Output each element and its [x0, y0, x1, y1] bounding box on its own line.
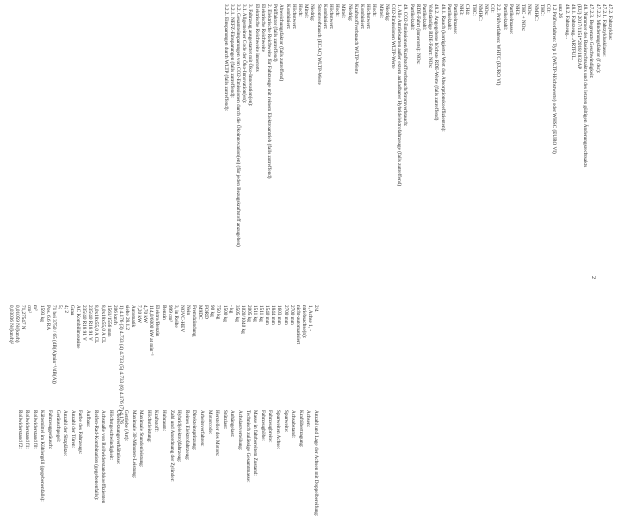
- value-line: 750 kg: [215, 305, 222, 320]
- document-line: 47.2.2. Minderungsfaktor (f dsc):: [594, 4, 601, 74]
- document-line: Kombiniert:: [321, 4, 328, 30]
- value-line: Grau: [69, 305, 75, 316]
- label-line: Achsabstand:: [290, 410, 297, 438]
- value-line: 235/40 R18 91 V: [87, 305, 94, 341]
- value-line: 206 km/h: [111, 305, 118, 325]
- label-line: Kraftstoff:: [153, 410, 160, 432]
- document-line: NMHC:: [532, 4, 539, 22]
- document-line: Mittel:: [377, 4, 384, 19]
- document-line: 47.2.1. Fahrzyklusklasse:: [600, 4, 607, 57]
- label-line: Kältemittel im Kühlergrill (gegebenenfalls):: [39, 410, 46, 502]
- label-line: Spurweiten Achse:: [275, 410, 281, 450]
- document-line: THC:: [538, 4, 545, 16]
- document-line: NOx:: [483, 4, 489, 16]
- value-line: 1561/1556 mm: [105, 305, 112, 337]
- label-line: Stützlast:: [221, 410, 228, 430]
- document-line: 3.2.1. NEFZ-Einsparungen (falls zutreffend):: [228, 4, 235, 98]
- value-line: 71,27547 N: [20, 305, 27, 330]
- value-line: 1540 mm: [264, 305, 271, 325]
- label-line: Maximale Stundenleistung:: [138, 410, 145, 468]
- label-line: Anzahl und Lage der Achsen mit Doppelbereifung:: [313, 410, 319, 516]
- value-line: 1511 kg: [258, 305, 265, 322]
- document-line: Kombiniert:: [284, 4, 291, 30]
- label-line: Rollwiderstand f1:: [24, 410, 31, 449]
- label-line: Reifen-Rad-Kombination (gegebenenfalls):: [92, 410, 99, 501]
- value-line: 1603 mm: [276, 305, 283, 325]
- value-line: Pos. 6.6 RA: [44, 305, 51, 331]
- document-line: Partikelzahl:: [421, 4, 427, 31]
- value-line: 0,01059 N/(km/h): [14, 305, 21, 343]
- document-line: NOx:: [526, 4, 533, 16]
- document-line: NH3:: [514, 4, 520, 16]
- value-line: 0,03036 N/(km/h)²: [8, 305, 14, 345]
- document-line: NH3:: [458, 4, 465, 16]
- document-line: Prüffaktor (falls zutreffend): [272, 4, 279, 62]
- value-line: M9DC: [197, 305, 204, 320]
- document-line: 2. Elektrische Reichweite für Fahrzeuge mit reinem Elektroantrieb (falls zutreffend): [266, 4, 272, 179]
- page-number: 2: [590, 276, 596, 279]
- document-line: unz 26: [557, 4, 564, 18]
- label-line: Fahrzeuggeräusch:: [47, 410, 53, 450]
- document-line: 48.1. Fahrzeug...ARTFUL.: [569, 4, 576, 61]
- label-line: Motorcode:: [206, 410, 213, 435]
- label-line: Arbeitsverfahren:: [199, 410, 205, 447]
- value-line: 2/4: [313, 305, 319, 312]
- label-line: Rollwiderstand f2:: [16, 410, 23, 449]
- document-line: 48.2. Fahrzeug...: [563, 4, 570, 39]
- value-line: Elektro/Benzin: [154, 305, 161, 337]
- label-line: Farbe des Fahrzeugs:: [77, 410, 84, 455]
- label-line: Hybrid(elektro)fahrzeug:: [176, 410, 183, 463]
- value-line: 2700 mm: [282, 305, 289, 325]
- value-line: 114,0/6000 kW at min⁻¹: [148, 305, 155, 356]
- label-line: Achslastverteilung:: [237, 410, 243, 451]
- label-line: Getriebe (Art):: [123, 410, 129, 441]
- label-line: Masse in fahrbereitem Zustand:: [252, 410, 259, 476]
- document-line: (EU) 2017/1151*2018/1832AP: [576, 4, 582, 70]
- document-line: Niedrig:: [383, 4, 390, 22]
- label-line: Hersteller des Motors:: [214, 410, 221, 457]
- value-line: 235/40 R18 91 V: [81, 305, 88, 341]
- document-line: Kraftstoffverbrauch WLTP-Werte: [352, 4, 359, 74]
- document-line: 3. Fahrzeug ausgestattet mit Öko-Innovation(en):: [247, 4, 254, 107]
- value-line: 7,20 kW: [136, 305, 143, 323]
- value-line: 8,0x18x55,0 A CL: [93, 305, 100, 344]
- document-line: Niedrig:: [309, 4, 316, 22]
- value-line: 71 bei 3750 / 65 (dB(A)min⁻¹/dB(A)): [50, 305, 57, 384]
- document-line: Hoch:: [297, 4, 303, 17]
- document-line: Partikelzahl:: [408, 4, 415, 31]
- label-line: Rollwiderstand f0:: [31, 410, 38, 449]
- label-line: Kraftübertragung:: [297, 410, 304, 448]
- label-line: Höchstgeschwindigkeit:: [107, 410, 114, 461]
- value-line: Nein: [184, 305, 191, 316]
- document-line: Abweichungsfaktor (falls zutreffend): [278, 4, 285, 82]
- label-line: Spurweite:: [282, 410, 289, 433]
- document-line: 1. Alle Antriebsarten außer extern aufladbarer Hybridelektrofahrzeuge (falls zutreffend): [396, 4, 403, 187]
- value-line: 1, Achse 1, -: [306, 305, 313, 332]
- label-line: Achsen:: [305, 410, 312, 427]
- document-line: 47.2.3. Begrenzte Geschwindigkeit:: [588, 4, 595, 79]
- value-line: 1500 kg: [221, 305, 228, 322]
- document-line: Elektrische Reichweite innerorts: [253, 4, 260, 72]
- document-line: 1.2 Prüfverfahren: Typ 1 (WLTP-Höchstwerte) oder WHSC (EURO VI): [551, 4, 558, 154]
- document-line: Mittel:: [303, 4, 310, 19]
- label-line: Maximale 30-Minuten-Leistung:: [130, 410, 137, 479]
- document-line: Vollständige RDE-Fahrt: NOx:: [427, 4, 434, 69]
- value-line: m³: [32, 305, 39, 311]
- document-line: 3.2. Gesamteinsparungen von CO2-Emissionen durch die Ökoinnovation(en) (für jeden Bezugskraftstoff anzugeben): [235, 4, 241, 247]
- label-line: Direkteinspritzung:: [191, 410, 198, 451]
- label-line: Reines Elektrofahrzeug:: [183, 410, 190, 461]
- document-line: RDE-Fahrt (innerorts): NOx:: [414, 4, 421, 65]
- document-line: CO2-Emissionen WLTP-Werte: [390, 4, 396, 69]
- value-line: 999 cm³: [166, 305, 173, 322]
- document-line: Partikelzahl:: [501, 4, 508, 31]
- document-line: 49. CO2-Emissionen/Kraftstoffverbrauch/Stromverbrauch:: [402, 4, 409, 127]
- value-line: 1593 kg: [38, 305, 45, 322]
- document-line: Partikelzahl:: [445, 4, 452, 31]
- value-line: 1) 4.176 (3) 4.733 (4) 4.733 (5) 4.733 (6) 4.176 (7) 4.176: [117, 305, 124, 424]
- value-line: 90 kg: [209, 305, 216, 317]
- document-line: Partikelmasse:: [452, 4, 458, 35]
- value-line: 4; 2: [62, 305, 69, 313]
- value-line: Automatik: [130, 305, 136, 328]
- document-line: Mittel:: [340, 4, 347, 19]
- document-line: Niedrig:: [346, 4, 353, 22]
- value-line: siehe 28.1.2: [123, 305, 130, 330]
- document-line: Höchstwert:: [365, 4, 372, 30]
- document-line: Elektrische Reichweite: [259, 4, 266, 52]
- document-line: 47.2. Fahrzyklus:: [607, 4, 613, 41]
- document-line: Höchstwert:: [290, 4, 297, 30]
- document-line: NMHC:: [476, 4, 483, 22]
- document-line: CO:: [489, 4, 496, 13]
- label-line: Höchstleistung:: [145, 410, 152, 443]
- label-line: Achsmaße von Rollwiderstandskoeffizienten: [100, 410, 107, 504]
- label-line: Anhängelast:: [229, 410, 236, 438]
- document-line: THC:: [470, 4, 477, 16]
- document-line: CH4:: [464, 4, 471, 16]
- document-line: CO:: [545, 4, 551, 13]
- label-line: Technisch zulässige Gesamtmasse:: [244, 410, 251, 483]
- document-line: Stromverbrauch (ECAC) WLTP-Werte: [315, 4, 322, 85]
- value-line: 3, in Reihe: [172, 305, 179, 328]
- document-line: 48.1. Rauch (korrigierter Wert des Absorptionskoeffizienten):: [439, 4, 446, 132]
- document-line: Höchstwert:: [328, 4, 334, 30]
- label-line: Hubraum:: [161, 410, 167, 432]
- label-line: Fahrzeugbreite:: [267, 410, 274, 443]
- label-line: Aufbau:: [85, 410, 91, 427]
- label-line: Übersetzungsverhältnisse:: [115, 410, 122, 465]
- document-line: Kombiniert:: [359, 4, 365, 30]
- value-line: 2005 kg: [245, 305, 252, 322]
- document-line: Partikelmasse:: [507, 4, 514, 35]
- label-line: Zahl und Anordnung der Zylinder:: [168, 410, 175, 482]
- label-line: Anzahl der Türen:: [69, 410, 76, 448]
- value-line: NOVC-HEV: [178, 305, 185, 333]
- document-line: 3.2.2. Einsparungen durch WLTP (falls zutreffend):: [222, 4, 229, 111]
- label-line: Fahrzeughöhe:: [259, 410, 266, 441]
- value-line: 1020/1040 kg: [239, 305, 246, 334]
- value-line: cm²: [26, 305, 33, 313]
- value-line: 2700 mm: [288, 305, 295, 325]
- value-line: 1844 mm: [270, 305, 277, 325]
- value-line: ntriebsachse(n):: [300, 305, 307, 339]
- value-line: Fremdzündung: [191, 305, 197, 337]
- document-line: 3.1. Allgemeiner Code der Öko-Innovation(en):: [241, 4, 248, 104]
- value-line: 4,70 kW: [142, 305, 149, 323]
- value-line: nicht-automatisiert: [294, 305, 301, 345]
- value-line: 5;: [56, 305, 63, 310]
- value-line: 3505 kg: [233, 305, 240, 322]
- value-line: Benzin: [160, 305, 167, 320]
- document-line: Hoch:: [334, 4, 341, 17]
- value-line: FORD: [203, 305, 210, 319]
- document-line: 2.2. Prüfverfahren: WHTC (EURO VI): [495, 4, 502, 86]
- document-line: 48.2. Angegebene höchste RDE-Werte (falls zutreffend): [433, 4, 440, 121]
- document-line: THC + NOx:: [520, 4, 527, 32]
- value-line: - kg: [227, 305, 234, 314]
- value-line: AC Kombilimousine: [75, 305, 82, 349]
- document-line: 48. Nummer des Basisrechtsakts und des letzten gültigen Änderungsrechtsakts: [582, 4, 589, 168]
- value-line: 8,0x18x55,0 A CL: [99, 305, 106, 344]
- label-line: Anzahl der Sitzplätze:: [62, 410, 69, 457]
- document-line: Hoch:: [371, 4, 378, 17]
- label-line: Geräuschpegel:: [54, 410, 61, 443]
- value-line: 1511 kg: [252, 305, 258, 322]
